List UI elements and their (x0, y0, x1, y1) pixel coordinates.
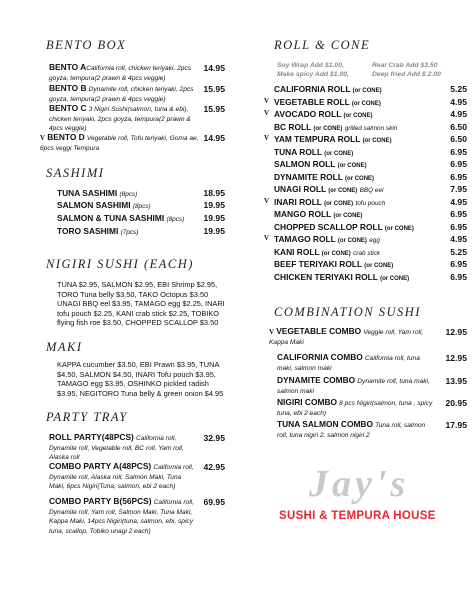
item-name: TAMAGO ROLL (274, 234, 336, 244)
item-price: 19.95 (203, 213, 225, 223)
item-price: 7.95 (450, 184, 467, 194)
item-price: 4.95 (450, 196, 467, 207)
item-name: MANGO ROLL (274, 209, 332, 219)
item-price: 4.95 (450, 109, 467, 119)
item-price: 6.95 (450, 146, 467, 157)
cone-option: (or CONE) (362, 138, 392, 144)
item-name: TUNA ROLL (274, 146, 322, 157)
section-title-nigiri: NIGIRI SUSHI (EACH) (46, 257, 194, 271)
item-name: CHOPPED SCALLOP ROLL (274, 221, 383, 232)
item-name: SALMON & TUNA SASHIMI (57, 213, 165, 223)
item-name: CALIFORNIA ROLL (274, 84, 351, 94)
item-desc: Tuna roll, salmon roll, tuna nigiri 2, salmon nigiri 2 (277, 422, 426, 439)
item-name: TUNA SASHIMI (57, 188, 118, 198)
cone-option: (or CONE) (321, 250, 351, 257)
item-price: 5.25 (450, 84, 467, 94)
menu-item-roll (274, 259, 393, 269)
menu-item-tuna-salmon-combo (277, 420, 434, 440)
item-name: BENTO B (49, 83, 87, 93)
vegetarian-mark: V (40, 134, 46, 142)
cone-option: (or CONE) (337, 238, 367, 244)
vegetarian-mark: V (264, 234, 270, 242)
item-name: ROLL PARTY(48PCS) (49, 432, 134, 442)
vegetarian-mark: V (264, 96, 270, 105)
item-name: DYNAMITE ROLL (274, 171, 343, 182)
menu-item-california-combo (277, 353, 434, 373)
item-desc: (8pcs) (132, 203, 151, 210)
item-name: AVOCADO ROLL (274, 109, 342, 119)
item-price: 6.95 (450, 171, 467, 182)
item-name: BENTO A (49, 62, 87, 72)
section-title-combination: COMBINATION SUSHI (274, 305, 421, 319)
item-desc: California roll, chicken teriyaki, 2pcs goyza, tempura(2 prawn & 4pcs veggie) (49, 65, 192, 82)
nigiri-line: TORO Tuna belly $3.50, TAKO Octopus $3.50 (57, 289, 209, 299)
item-name: BENTO C (49, 103, 87, 113)
item-price: 6.95 (450, 221, 467, 232)
menu-item-dynamite-combo (277, 376, 434, 396)
item-price: 4.95 (450, 96, 467, 107)
nigiri-line: tofu pouch $2.25, KANI crab stick $2.25, TOBIKO (57, 308, 219, 318)
item-name: BC ROLL (274, 121, 312, 132)
extras-deep-fried: Deep fried Add $ 2.00 (372, 71, 441, 78)
item-price: 5.25 (450, 246, 467, 257)
menu-item-bento-a (49, 63, 199, 83)
item-desc: California roll, Dynamite roll, Alaska roll, Salmon Maki, Tuna Maki, 6pcs Nigiri(Tuna, salmon, ebi 2 each) (49, 464, 194, 491)
menu-item-roll (274, 84, 382, 94)
item-name: CHICKEN TERIYAKI ROLL (274, 271, 378, 282)
item-price: 6.95 (450, 259, 467, 269)
menu-item-roll (274, 222, 414, 232)
item-desc: grilled salmon skin (344, 124, 398, 132)
menu-item-vegetable-combo (269, 327, 434, 347)
item-name: COMBO PARTY B(56PCS) (49, 496, 152, 506)
item-price: 19.95 (203, 226, 225, 236)
item-desc: Dynamite roll, chicken teriyaki, 2pcs goyza, tempura(2 prawn & 4pcs veggie) (49, 86, 194, 103)
maki-line: $3.95, NEGITORO Tuna belly & green onion $4.95 (57, 388, 224, 398)
item-price: 4.95 (450, 234, 467, 244)
menu-item-roll (274, 197, 385, 207)
cone-option: (or CONE) (324, 200, 354, 207)
item-price: 19.95 (203, 200, 225, 210)
item-desc: California roll, Dynamite roll, Yam roll, Salmon Maki, Tuna Maki, Kappa Maki, 14pcs Nigiri(tuna, salmon, ebi, spicy tuna, scallop, Tobiko unagi 2 each) (49, 499, 194, 535)
vegetarian-mark: V (269, 328, 275, 336)
menu-item-roll (274, 184, 383, 194)
item-name: NIGIRI COMBO (277, 397, 338, 407)
maki-line: KAPPA cucumber $3.50, EBI Prawn $3.95, TUNA (57, 360, 220, 369)
section-title-roll-cone: ROLL & CONE (274, 38, 371, 52)
menu-item-combo-party-b (49, 497, 194, 536)
item-name: KANI ROLL (274, 246, 320, 257)
section-title-sashimi: SASHIMI (46, 166, 105, 180)
item-name: VEGETABLE ROLL (274, 96, 350, 107)
item-desc: 8 pcs Nigiri(salmon, tuna , spicy tuna, ebi 2 each) (277, 400, 433, 417)
maki-line: TAMAGO egg $3.95, OSHINKO pickled radish (57, 379, 209, 389)
nigiri-list (57, 280, 229, 328)
item-desc: (8pcs) (166, 216, 185, 223)
item-name: BENTO D (47, 132, 85, 142)
item-desc: (7pcs) (120, 229, 139, 236)
item-name: CALIFORNIA COMBO (277, 352, 363, 362)
section-title-maki: MAKI (46, 340, 83, 354)
restaurant-name: SUSHI & TEMPURA HOUSE (279, 510, 436, 522)
menu-item-salmon-sashimi (57, 200, 151, 210)
nigiri-line: TUNA $2.95, SALMON $2.95, EBI Shrimp $2.95, (57, 280, 218, 289)
item-price: 15.95 (203, 104, 225, 114)
item-price: 20.95 (445, 398, 467, 408)
section-title-party: PARTY TRAY (46, 410, 128, 424)
menu-item-roll (274, 172, 374, 182)
maki-line: $4.50, SALMON $4.50, INARI Tofu pouch $3.95, (57, 369, 216, 379)
item-desc: BBQ eel (359, 187, 384, 194)
extras-real-crab: Real Crab Add $3.50 (372, 62, 438, 69)
item-name: DYNAMITE COMBO (277, 375, 356, 385)
item-price: 6.95 (450, 159, 467, 169)
item-name: TORO SASHIMI (57, 226, 119, 236)
item-name: INARI ROLL (274, 196, 322, 207)
item-price: 6.95 (450, 209, 467, 219)
menu-item-roll (274, 234, 380, 244)
vegetarian-mark: V (264, 196, 270, 205)
cone-option: (or CONE) (337, 163, 367, 169)
item-desc: Dynamite roll, tuna maki, salmon maki (277, 378, 430, 395)
item-desc: egg (369, 237, 380, 244)
menu-item-tuna-sashimi (57, 188, 137, 198)
cone-option: (or CONE) (380, 275, 410, 282)
menu-item-roll (274, 247, 380, 257)
menu-item-bento-b (49, 84, 199, 104)
item-price: 13.95 (445, 376, 467, 386)
menu-item-roll (274, 147, 353, 157)
menu-item-roll (274, 209, 362, 219)
item-price: 14.95 (203, 133, 225, 143)
section-title-bento: BENTO BOX (46, 38, 127, 52)
menu-item-bento-c (49, 104, 199, 134)
cone-option: (or CONE) (328, 188, 358, 194)
jays-logo-script: Jay's (309, 463, 410, 505)
cone-option: (or CONE) (345, 175, 375, 182)
cone-option: (or CONE) (313, 125, 343, 132)
item-desc: California roll, tuna maki, salmon maki (277, 355, 420, 372)
menu-item-roll (274, 134, 392, 144)
item-name: VEGETABLE COMBO (276, 326, 362, 336)
item-desc: Veggie roll, Yam roll, Kappa Maki (269, 329, 424, 346)
item-name: SALMON SASHIMI (57, 200, 131, 210)
menu-item-bento-d (40, 133, 199, 153)
item-desc: Vegetable roll, Tofu teriyaki, Goma ae, 6pcs veggi Tempura (40, 135, 199, 152)
menu-item-roll (274, 272, 409, 282)
menu-item-nigiri-combo (277, 398, 434, 418)
item-name: YAM TEMPURA ROLL (274, 134, 361, 144)
cone-option: (or CONE) (384, 225, 414, 232)
menu-item-roll-party (49, 433, 194, 463)
maki-list (57, 360, 229, 398)
item-price: 6.50 (450, 121, 467, 132)
item-price: 18.95 (203, 188, 225, 198)
menu-item-roll (274, 97, 381, 107)
cone-option: (or CONE) (333, 213, 363, 219)
item-name: TUNA SALMON COMBO (277, 419, 373, 429)
item-name: UNAGI ROLL (274, 184, 326, 194)
item-price: 6.50 (450, 134, 467, 144)
nigiri-line: UNAGI BBQ eel $3.95, TAMAGO egg $2.25, INARI (57, 299, 225, 309)
menu-item-roll (274, 109, 372, 119)
vegetarian-mark: V (264, 109, 270, 117)
item-price: 6.95 (450, 271, 467, 282)
cone-option: (or CONE) (351, 100, 381, 107)
vegetarian-mark: V (264, 134, 270, 142)
item-price: 15.95 (203, 84, 225, 94)
item-name: BEEF TERIYAKI ROLL (274, 259, 362, 269)
item-desc: (8pcs) (119, 191, 138, 198)
item-name: SALMON ROLL (274, 159, 336, 169)
nigiri-line: flying fish roe $3.50, CHOPPED SCALLOP $3.50 (57, 318, 219, 328)
item-name: COMBO PARTY A(48PCS) (49, 461, 152, 471)
item-desc: tofu pouch (355, 199, 386, 207)
item-price: 42.95 (203, 462, 225, 472)
item-desc: crab stick (353, 249, 381, 257)
item-price: 12.95 (445, 327, 467, 337)
menu-item-roll (274, 122, 397, 132)
item-price: 69.95 (203, 497, 225, 507)
cone-option: (or CONE) (352, 88, 382, 94)
menu-item-roll (274, 159, 367, 169)
menu-item-salmon-tuna-sashimi (57, 213, 184, 223)
item-desc: California roll, Dynamite roll, Vegetable roll, BC roll, Yam roll, Alaska roll (49, 435, 184, 462)
cone-option: (or CONE) (364, 263, 394, 269)
extras-make-spicy: Make spicy Add $1.00, (277, 71, 349, 78)
item-price: 12.95 (445, 353, 467, 363)
item-price: 32.95 (203, 433, 225, 443)
item-price: 17.95 (445, 420, 467, 430)
item-price: 14.95 (203, 63, 225, 73)
extras-soy-wrap: Soy Wrap Add $1.00, (277, 62, 344, 69)
cone-option: (or CONE) (343, 113, 373, 119)
menu-item-combo-party-a (49, 462, 194, 492)
item-desc: 3 Nigiri Sushi(salmon, tuna & ebi), chicken teriyaki, 2pcs goyza, tempura(2 prawn & 4pcs veggie) (49, 106, 191, 133)
menu-item-toro-sashimi (57, 226, 138, 236)
cone-option: (or CONE) (324, 150, 354, 157)
